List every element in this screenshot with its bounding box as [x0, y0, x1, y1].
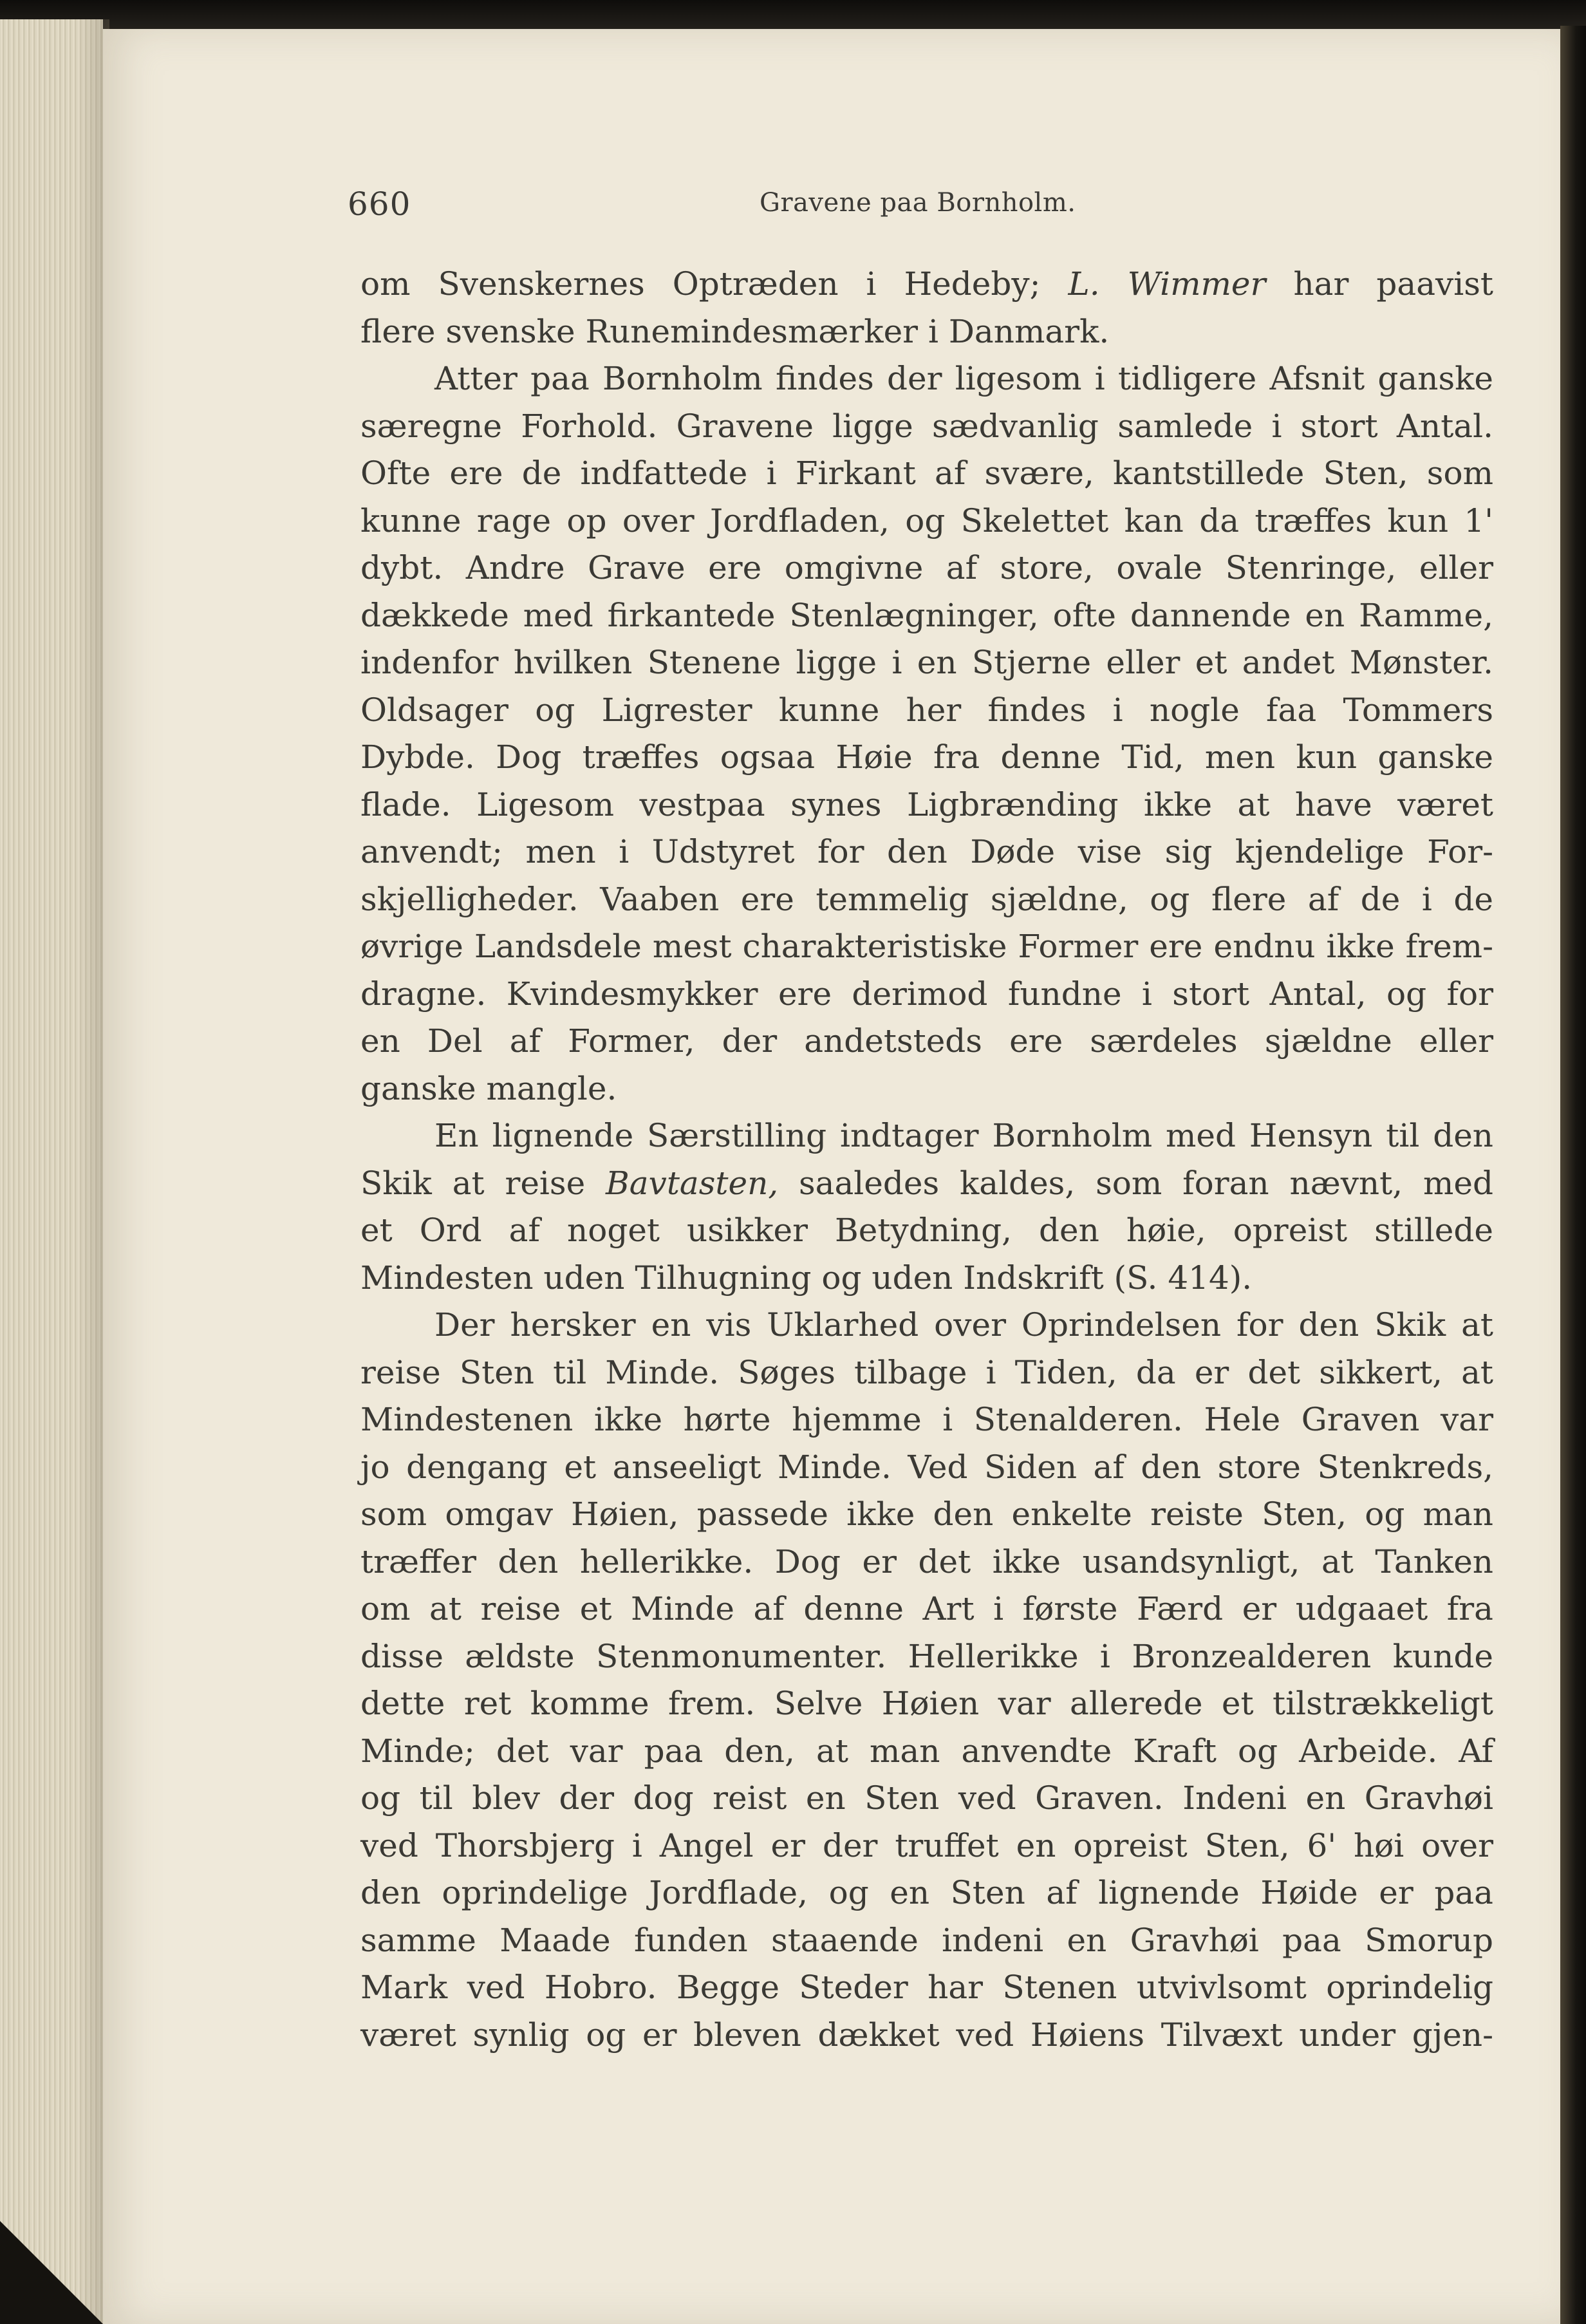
text-line: indenfor hvilken Stenene ligge i en Stjerne eller et andet Mønster.: [360, 644, 1493, 681]
text-line: ved Thorsbjerg i Angel er der truffet en opreist Sten, 6' høi over: [360, 1826, 1493, 1864]
text-line: flade. Ligesom vestpaa synes Ligbrænding ikke at have været: [360, 785, 1493, 823]
text-line: træffer den hellerikke. Dog er det ikke usandsynligt, at Tanken: [360, 1542, 1493, 1580]
text-line: Ofte ere de indfattede i Firkant af svære, kantstillede Sten, som: [360, 454, 1493, 492]
text-line: samme Maade funden staaende indeni en Gravhøi paa Smorup: [360, 1921, 1493, 1959]
text-line: som omgav Høien, passede ikke den enkelte reiste Sten, og man: [360, 1495, 1493, 1533]
text-line: Mindestenen ikke hørte hjemme i Stenalderen. Hele Graven var: [360, 1401, 1493, 1438]
text-line: et Ord af noget usikker Betydning, den høie, opreist stillede: [360, 1212, 1493, 1249]
text-line: jo dengang et anseeligt Minde. Ved Siden af den store Stenkreds,: [360, 1448, 1493, 1486]
text-line: Dybde. Dog træffes ogsaa Høie fra denne Tid, men kun ganske: [360, 738, 1493, 776]
text-line: Der hersker en vis Uklarhed over Oprindelsen for den Skik at: [434, 1306, 1493, 1344]
text-line: Mindesten uden Tilhugning og uden Indskrift (S. 414).: [360, 1259, 1253, 1297]
text-line: Skik at reise Bavtasten, saaledes kaldes, som foran nævnt, med: [360, 1164, 1493, 1202]
scan-corner: [0, 2221, 103, 2324]
italic-term-bavtasten: Bavtasten,: [606, 1164, 779, 1202]
text-line: reise Sten til Minde. Søges tilbage i Tiden, da er det sikkert, at: [360, 1353, 1493, 1391]
text-line: om Svenskernes Optræden i Hedeby; L. Wimmer har paavist: [360, 265, 1493, 303]
text-line: en Del af Former, der andetsteds ere særdeles sjældne eller: [360, 1022, 1493, 1060]
text-line: ganske mangle.: [360, 1069, 617, 1107]
text-line: skjelligheder. Vaaben ere temmelig sjældne, og flere af de i de: [360, 880, 1493, 918]
text-line: været synlig og er bleven dækket ved Høiens Tilvæxt under gjen-: [360, 2016, 1493, 2054]
book-spine-edge: [1560, 26, 1586, 2324]
text-line: dybt. Andre Grave ere omgivne af store, ovale Stenringe, eller: [360, 549, 1493, 586]
text-line: om at reise et Minde af denne Art i første Færd er udgaaet fra: [360, 1590, 1493, 1627]
text-line: En lignende Særstilling indtager Bornholm med Hensyn til den: [434, 1117, 1493, 1154]
text-line: anvendt; men i Udstyret for den Døde vise sig kjendelige For-: [360, 833, 1493, 870]
running-head: [348, 185, 1455, 230]
text-line: dækkede med firkantede Stenlægninger, ofte dannende en Ramme,: [360, 596, 1493, 634]
italic-author-name: L. Wimmer: [1068, 265, 1266, 303]
page-number: 660: [348, 185, 411, 223]
text-line: Minde; det var paa den, at man anvendte Kraft og Arbeide. Af: [360, 1732, 1493, 1770]
text-line: særegne Forhold. Gravene ligge sædvanlig samlede i stort Antal.: [360, 407, 1493, 445]
running-head-title: Gravene paa Bornholm.: [760, 188, 1076, 218]
text-line: Oldsager og Ligrester kunne her findes i nogle faa Tommers: [360, 691, 1493, 729]
text-line: den oprindelige Jordflade, og en Sten af lignende Høide er paa: [360, 1874, 1493, 1911]
text-line: dette ret komme frem. Selve Høien var allerede et tilstrækkeligt: [360, 1685, 1493, 1722]
text-line: kunne rage op over Jordfladen, og Skelettet kan da træffes kun 1': [360, 501, 1493, 539]
text-line: Mark ved Hobro. Begge Steder har Stenen utvivlsomt oprindelig: [360, 1969, 1493, 2006]
text-line: flere svenske Runemindesmærker i Danmark.: [360, 312, 1110, 350]
body-text: [360, 261, 1493, 2059]
text-line: øvrige Landsdele mest charakteristiske Former ere endnu ikke frem-: [360, 928, 1493, 965]
text-line: dragne. Kvindesmykker ere derimod fundne i stort Antal, og for: [360, 975, 1493, 1013]
text-line: og til blev der dog reist en Sten ved Graven. Indeni en Gravhøi: [360, 1779, 1493, 1817]
text-line: disse ældste Stenmonumenter. Hellerikke i Bronzealderen kunde: [360, 1637, 1493, 1675]
text-line: Atter paa Bornholm findes der ligesom i tidligere Afsnit ganske: [434, 360, 1493, 397]
